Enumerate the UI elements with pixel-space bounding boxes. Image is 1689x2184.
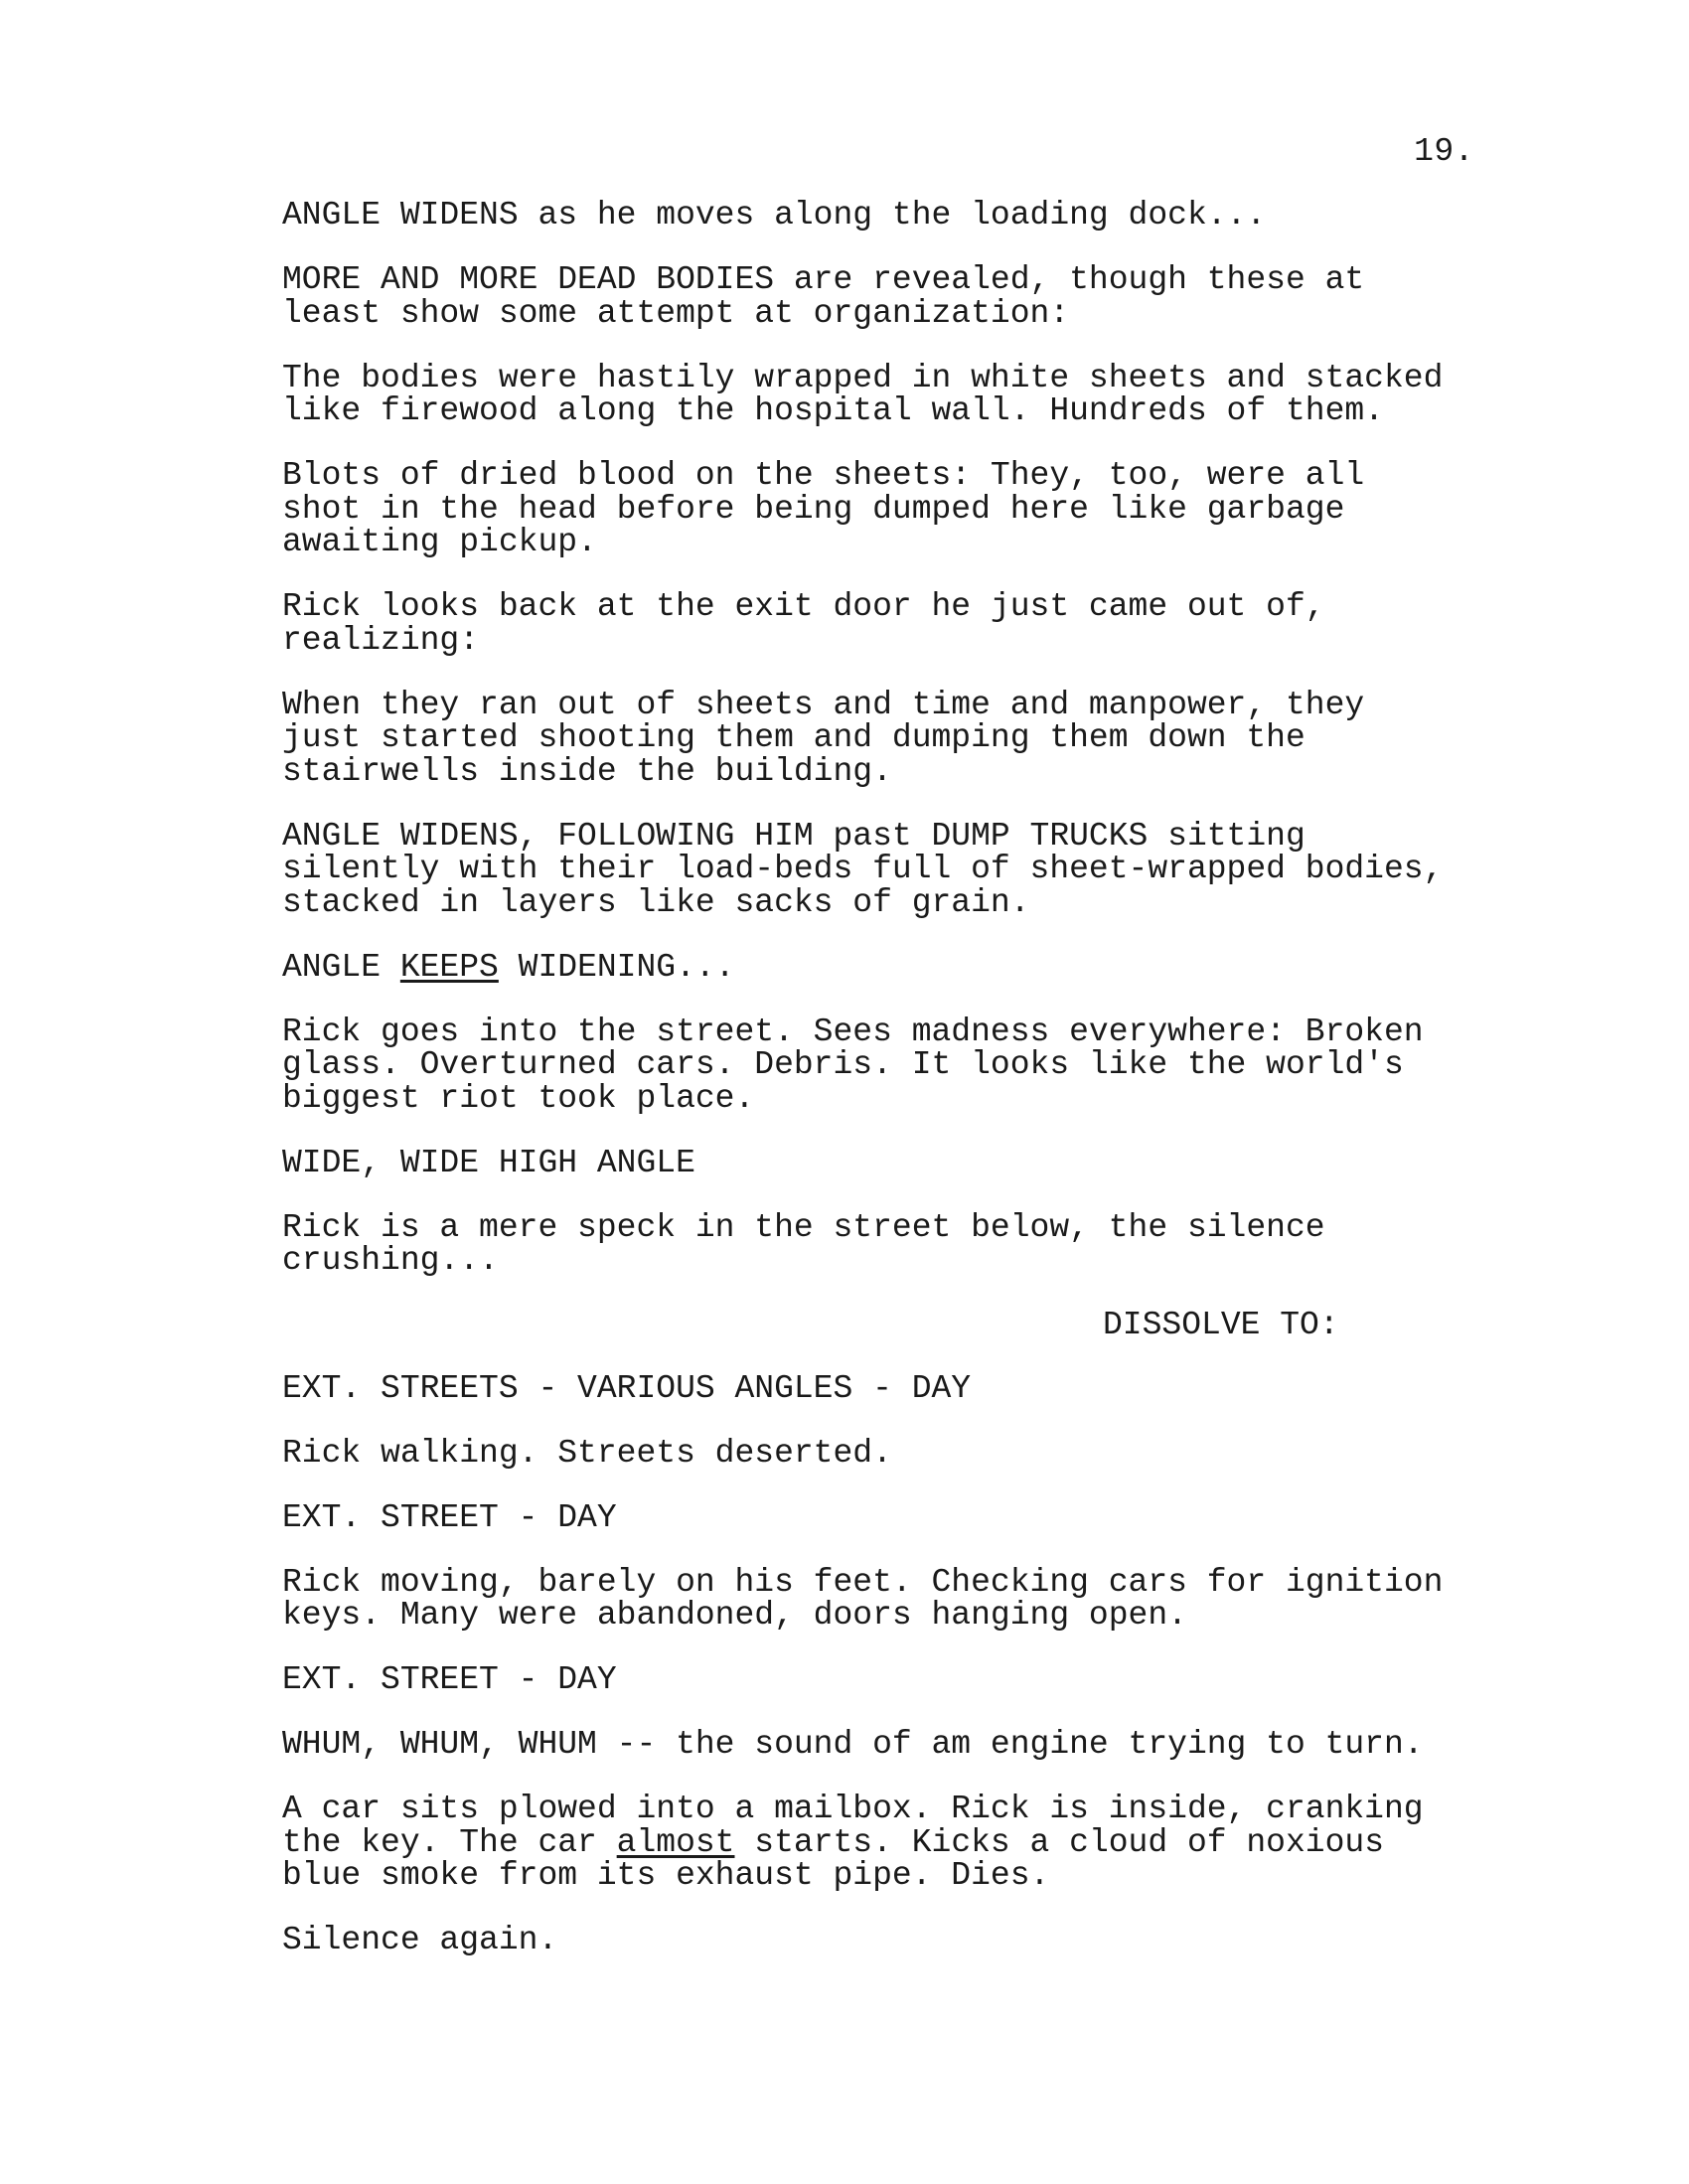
action-paragraph: Silence again. [282,1922,558,1958]
underlined-word: almost [616,1823,735,1861]
shot-heading: WIDE, WIDE HIGH ANGLE [282,1144,695,1181]
script-body [282,199,1554,1988]
action-paragraph: A car sits plowed into a mailbox. Rick is inside, cranking the key. The car almost starts. Kicks a cloud of noxious blue smoke from its exhaust pipe. Dies. [282,1791,1424,1894]
action-paragraph: ANGLE KEEPS WIDENING... [282,948,735,986]
scene-heading: EXT. STREET - DAY [282,1661,617,1698]
action-paragraph: Rick is a mere speck in the street below, the silence crushing... [282,1208,1325,1279]
underlined-word: KEEPS [399,948,499,986]
action-paragraph: The bodies were hastily wrapped in white sheets and stacked like firewood along the hospital wall. Hundreds of them. [282,359,1444,429]
action-paragraph: Blots of dried blood on the sheets: They, too, were all shot in the head before being dumped here like garbage awaiting pickup. [282,457,1365,560]
action-paragraph: When they ran out of sheets and time and manpower, they just started shooting them and dumping them down the stairwells inside the building. [282,686,1365,790]
action-paragraph: WHUM, WHUM, WHUM -- the sound of am engine trying to turn. [282,1726,1424,1763]
action-paragraph: Rick looks back at the exit door he just came out of, realizing: [282,588,1325,659]
action-paragraph: MORE AND MORE DEAD BODIES are revealed, though these at least show some attempt at organization: [282,261,1365,332]
action-paragraph: Rick walking. Streets deserted. [282,1434,892,1472]
action-paragraph: ANGLE WIDENS as he moves along the loading dock... [282,197,1267,234]
scene-heading: EXT. STREETS - VARIOUS ANGLES - DAY [282,1369,972,1407]
scene-heading: EXT. STREET - DAY [282,1498,617,1536]
page-number: 19. [1414,133,1474,170]
transition: DISSOLVE TO: [1103,1307,1339,1343]
action-paragraph: Rick moving, barely on his feet. Checking cars for ignition keys. Many were abandoned, doors hanging open. [282,1563,1444,1634]
action-paragraph: Rick goes into the street. Sees madness everywhere: Broken glass. Overturned cars. Debris. It looks like the world's biggest riot took place. [282,1013,1424,1117]
action-paragraph: ANGLE WIDENS, FOLLOWING HIM past DUMP TRUCKS sitting silently with their load-beds full of sheet-wrapped bodies, stacked in layers like sacks of grain. [282,817,1444,921]
